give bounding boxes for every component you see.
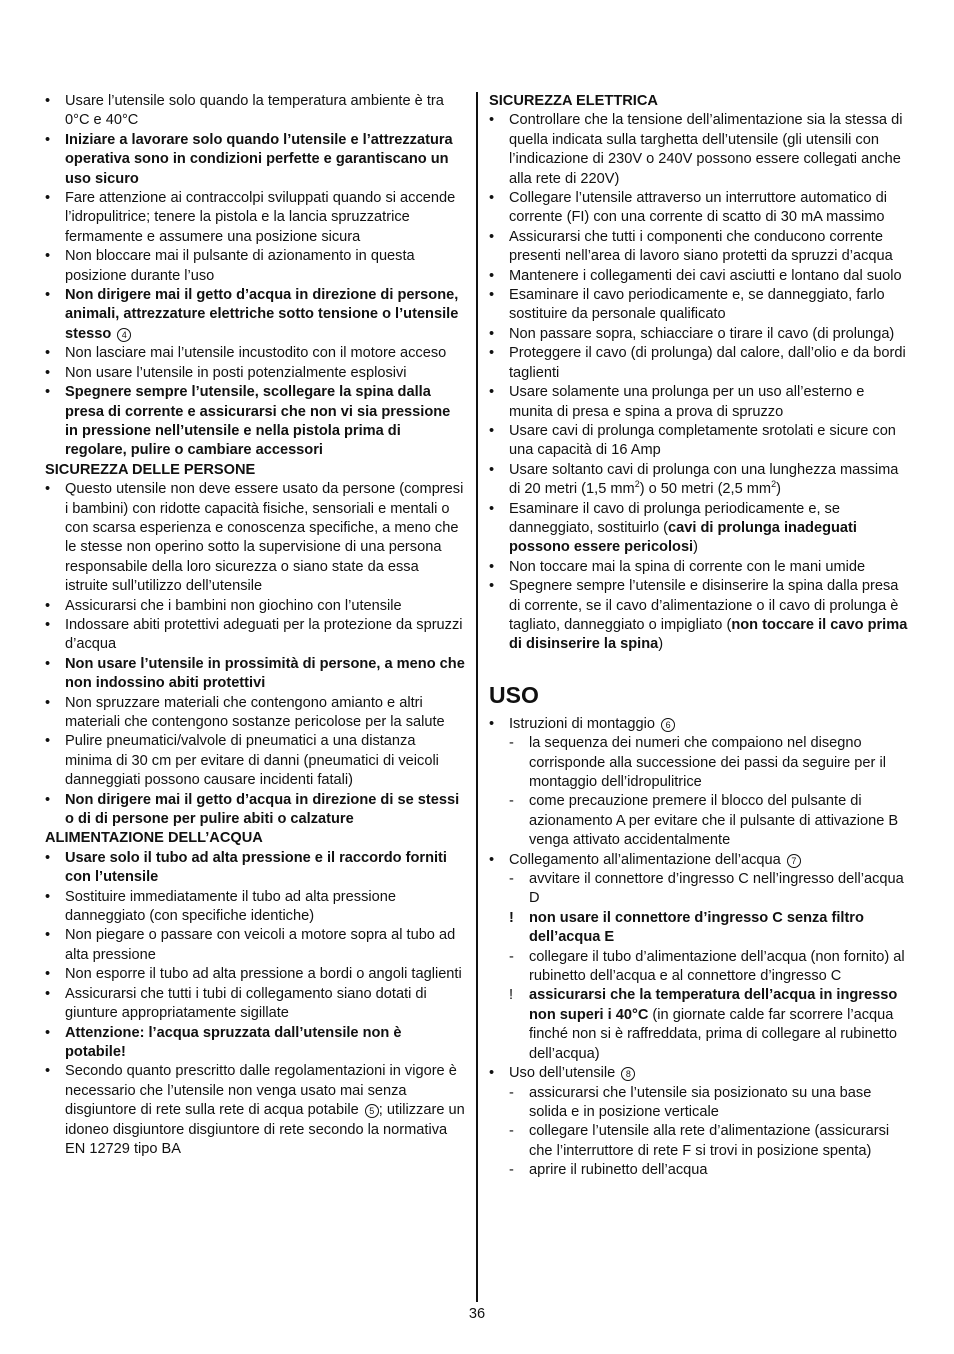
bullet-marker: • [45,597,51,614]
list-item [45,247,465,286]
item-text: Iniziare a lavorare solo quando l’utensile e l’attrezzatura operativa sono in condizioni perfette e garantiscano un uso sicuro [65,131,453,187]
list-item [45,791,465,830]
list-item [45,480,465,596]
list-item-text [65,617,463,652]
item-text: Non passare sopra, schiacciare o tirare il cavo (di prolunga) [509,325,895,342]
list-item [45,849,465,888]
list-item [489,286,909,325]
item-text: Mantenere i collegamenti dei cavi asciutti e lontano dal suolo [509,267,902,284]
item-text: Assicurarsi che tutti i componenti che conducono corrente presenti nell’area di lavoro siano protetti da spruzzi d’acqua [509,228,893,265]
list-item-text [509,501,857,556]
item-text: Istruzioni di montaggio [509,715,656,732]
figure-ref-icon: 4 [117,328,131,342]
item-text: Spegnere sempre l’utensile e disinserire la spina dalla presa di corrente, se il cavo d’alimentazione o il cavo di prolunga è tagliato, danneggiato o impigliato ( [509,578,899,633]
bullet-marker: • [489,287,495,304]
warning-item-text [529,987,897,1061]
list-item-text [65,384,450,458]
list-item [45,344,465,363]
list-item [45,694,465,733]
sub-item [489,792,909,850]
item-text: Non piegare o passare con veicoli a motore sopra al tubo ad alta pressione [65,927,456,963]
sub-item [489,870,909,909]
list-item [45,616,465,655]
bullet-marker: - [509,793,514,810]
sub-item-text [529,1123,889,1158]
item-text: Usare cavi di prolunga completamente srotolati e sicure con una capacità di 16 Amp [509,422,896,459]
item-text: Non esporre il tubo ad alta pressione a bordi o angoli taglienti [65,966,462,983]
bullet-marker: • [489,267,495,284]
bullet-marker: ! [509,909,514,926]
figure-ref-icon: 6 [661,718,675,732]
sub-item-text: collegare il tubo d’alimentazione dell’acqua (non fornito) al rubinetto dell’acqua e al connettore d’ingresso C [529,948,905,985]
bullet-marker: - [509,948,514,965]
figure-ref-icon: 5 [365,1104,379,1118]
list-item [45,597,465,616]
list-item [45,732,465,790]
item-text: Non dirigere mai il getto d’acqua in direzione di se stessi o di di persone per pulire abiti o calzature [65,791,460,828]
item-text: Indossare abiti protettivi adeguati per la protezione da spruzzi d’acqua [65,616,463,653]
bullet-marker: • [45,1024,51,1041]
bullet-marker: • [45,364,51,381]
list-item [45,131,465,189]
bullet-marker: • [45,93,51,109]
warning-text: non usare il connettore d’ingresso C senza filtro dell’acqua E [529,909,864,946]
item-text: Usare solamente una prolunga per un uso all’esterno e munita di presa e spina a prova di spruzzo [509,384,865,420]
sub-item-text: assicurarsi che l’utensile sia posizionato su una base solida e in posizione verticale [529,1084,872,1120]
item-text: Non bloccare mai il pulsante di azionamento in questa posizione durante l’uso [65,248,415,284]
list-item [489,111,909,189]
list-item-text [65,927,455,962]
bullet-marker: • [489,384,495,401]
bullet-marker: • [45,966,51,983]
bullet-marker: • [45,384,51,401]
list-item [489,1064,909,1083]
list-item-text [65,733,439,788]
list-item [45,888,465,927]
bullet-marker: • [45,694,51,711]
bullet-marker: • [489,345,495,362]
bullet-marker: • [45,131,51,148]
list-item-text [65,850,447,885]
list-item-text [65,695,445,730]
sub-item-text [529,1162,707,1178]
bullet-marker: • [45,287,51,304]
section-heading: SICUREZZA ELETTRICA [489,93,658,109]
item-text: ) o 50 metri (2,5 mm [639,481,772,498]
bullet-marker: • [489,422,495,439]
list-item [45,1024,465,1063]
list-item-text [509,1065,635,1081]
list-item-text [65,93,444,128]
list-item-text [65,190,455,245]
item-text: Pulire pneumatici/valvole di pneumatici a una distanza minima di 30 cm per evitare di danni (pneumatici di veicoli danneggiati possono causare incidenti fatali) [65,733,439,789]
item-text: Non usare l’utensile in posti potenzialmente esplosivi [65,364,407,381]
sub-item-text: avvitare il connettore d’ingresso C nell’ingresso dell’acqua D [529,871,904,907]
item-text: ) [658,636,664,653]
sub-item [489,1122,909,1161]
list-item-text [509,112,902,186]
list-item [489,577,909,655]
list-item [45,383,465,461]
bullet-marker: • [45,248,51,265]
bullet-marker: • [45,481,51,498]
bullet-marker: - [509,1162,514,1179]
list-item-text [509,716,675,732]
bullet-marker: • [45,791,51,808]
item-text: Non usare l’utensile in prossimità di persone, a meno che non indossino abiti protettivi [65,655,465,692]
item-text: ) [776,481,781,498]
bullet-marker: • [45,616,51,633]
list-item [489,267,909,286]
item-text: Collegare l’utensile attraverso un interruttore automatico di corrente (FI) con una corrente di scatto di 30 mA massimo [509,190,888,226]
list-item-text [509,326,894,342]
bullet-marker: • [489,228,495,245]
list-item-text [65,365,407,381]
item-text: Questo utensile non deve essere usato da persone (compresi i bambini) con ridotte capacità fisiche, sensoriali e mentali o con scarsa esperienza e conoscenza specifiche, a meno che le stesse non operino sotto la supervisione di una persona responsabile della loro sicurezza o siano state da essa istruite sull’utilizzo dell’utensile [65,481,464,595]
section-heading: ALIMENTAZIONE DELL’ACQUA [45,830,263,847]
item-text: ; utilizzare un idoneo disgiuntore disgiuntore di rete secondo la normativa EN 12729 tipo BA [65,1102,465,1157]
sub-item-text [529,949,905,984]
item-text: Non spruzzare materiali che contengono amianto e altri materiali che contengono sostanze pericolose per la salute [65,694,445,730]
bullet-marker: • [45,849,51,866]
sub-item-text [529,793,898,848]
figure-ref-icon: 8 [621,1067,635,1081]
list-item [489,383,909,422]
list-item [489,228,909,267]
list-item [489,461,909,500]
column-divider [476,92,478,1302]
item-text: Attenzione: l’acqua spruzzata dall’utensile non è potabile! [65,1024,402,1060]
sub-item [489,1161,909,1180]
list-item-text [65,598,402,614]
list-item [489,558,909,577]
warning-item [489,909,909,948]
sub-item-text: la sequenza dei numeri che compaiono nel disegno corrisponde alla successione dei passi da seguire per il montaggio dell’idropulitrice [529,735,886,790]
bullet-marker: • [489,190,495,207]
section-heading: SICUREZZA DELLE PERSONE [45,461,256,478]
item-text: Proteggere il cavo (di prolunga) dal calore, dall’olio e da bordi taglienti [509,345,906,381]
list-item [45,1062,465,1159]
list-item-text [509,423,896,458]
superscript: 2 [634,479,640,490]
bullet-marker: • [489,558,495,575]
bullet-marker: - [509,1084,514,1101]
list-item [45,965,465,984]
right-column [489,92,909,1181]
item-text: ) [693,539,698,556]
bullet-marker: - [509,735,514,752]
warning-item-text [529,910,864,945]
bullet-marker: • [489,851,495,868]
item-text: Fare attenzione ai contraccolpi sviluppati quando si accende l’idropulitrice; tenere la pistola e la lancia spruzzatrice fermamente e assumere una posizione sicura [65,190,456,245]
bullet-marker: - [509,871,514,888]
item-text-bold: cavi di prolunga inadeguati possono essere pericolosi [509,519,857,556]
list-item-text [65,1025,402,1060]
list-item [489,189,909,228]
item-text: Esaminare il cavo periodicamente e, se danneggiato, farlo sostituire da personale qualificato [509,287,885,323]
bullet-marker: • [489,325,495,342]
list-item-text [65,986,427,1021]
section-title-uso: USO [489,681,539,708]
list-item [489,500,909,558]
list-item [45,189,465,247]
list-item-text [65,132,453,187]
list-item [45,286,465,344]
list-item-text [509,287,885,322]
list-item-text [65,889,396,924]
list-item-text [509,345,906,380]
list-item [45,985,465,1024]
list-item-text [65,287,458,342]
sub-item-text: collegare l’utensile alla rete d’alimentazione (assicurarsi che l’interruttore di rete F si trovi in posizione spenta) [529,1123,890,1159]
bullet-marker: • [489,1065,495,1082]
item-text: Uso dell’utensile [509,1065,616,1082]
list-item-text [509,852,801,868]
warning-item [489,986,909,1064]
page-number: 36 [468,1306,486,1322]
bullet-marker: • [45,927,51,944]
list-item-text [509,268,902,284]
item-text: Non toccare mai la spina di corrente con le mani umide [509,558,866,575]
list-item-text [65,1063,465,1157]
item-text: Controllare che la tensione dell’alimentazione sia la stessa di quella indicata sulla targhetta dell’utensile (gli utensili con l’indicazione di 230V o 240V possono essere collegati anche alla rete di 220V) [509,112,903,187]
list-item-text [65,481,463,594]
superscript: 2 [771,479,777,490]
bullet-marker: - [509,1123,514,1140]
sub-item-text: come precauzione premere il blocco del pulsante di azionamento A per evitare che il pulsante di attivazione B venga attivato accidentalmente [529,793,899,849]
sub-item [489,734,909,792]
bullet-marker: • [489,461,495,478]
bullet-marker: • [45,655,51,672]
item-text: Assicurarsi che tutti i tubi di collegamento siano dotati di giunture appropriatamente sigillate [65,985,427,1022]
item-text: Assicurarsi che i bambini non giochino con l’utensile [65,597,402,614]
sub-item-text: aprire il rubinetto dell’acqua [529,1162,708,1179]
list-item-text [65,792,459,827]
bullet-marker: • [489,578,495,595]
bullet-marker: • [489,715,495,732]
list-item-text [65,966,462,982]
sub-item [489,948,909,987]
bullet-marker: • [45,888,51,905]
list-item [489,344,909,383]
bullet-marker: • [489,500,495,517]
item-text: Collegamento all’alimentazione dell’acqua [509,851,781,868]
bullet-marker: • [45,733,51,750]
warning-text: (in giornate calde far scorrere l’acqua finché non si è raffreddata, prima di collegare al rubinetto dell’acqua) [529,1006,898,1062]
item-text: Spegnere sempre l’utensile, scollegare la spina dalla presa di corrente e assicurarsi che non vi sia pressione in pressione nell’utensile e nella pistola prima di regolare, pulire o cambiare accessori [65,384,451,459]
list-item-text [509,462,898,497]
bullet-marker: • [45,190,51,207]
list-item [489,422,909,461]
item-text: Non lasciare mai l’utensile incustodito con il motore acceso [65,345,447,362]
item-text: Esaminare il cavo di prolunga periodicamente e, se danneggiato, sostituirlo ( [509,500,840,536]
figure-ref-icon: 7 [787,854,801,868]
bullet-marker: • [45,345,51,362]
item-text: Usare l’utensile solo quando la temperatura ambiente è tra 0°C e 40°C [65,93,444,129]
sub-item-text [529,871,904,906]
bullet-marker: • [489,112,495,129]
bullet-marker: ! [509,987,514,1004]
list-item-text [509,190,887,225]
item-text: Non dirigere mai il getto d’acqua in direzione di persone, animali, attrezzature elettriche sotto tensione o l’utensile stesso [65,287,459,342]
list-item [45,655,465,694]
sub-item [489,1084,909,1123]
list-item-text [509,578,907,652]
list-item [489,325,909,344]
item-text: Secondo quanto prescritto dalle regolamentazioni in vigore è necessario che l’utensile non venga usato mai senza disgiuntore di rete sulla rete di acqua potabile [65,1063,457,1119]
item-text-bold: non toccare il cavo prima di disinserire la spina [509,616,908,653]
item-text: Sostituire immediatamente il tubo ad alta pressione danneggiato (con specifiche identiche) [65,888,396,925]
warning-text: assicurarsi che la temperatura dell’acqua in ingresso non superi i 40°C [529,987,898,1023]
list-item-text [509,559,865,575]
sub-item-text [529,1085,871,1120]
list-item-text [65,656,465,691]
item-text: Usare solo il tubo ad alta pressione e il raccordo forniti con l’utensile [65,849,447,886]
list-item [45,926,465,965]
left-column [45,92,465,1159]
list-item-text [65,345,446,361]
list-item-text [509,229,893,264]
list-item [45,364,465,383]
list-item-text [65,248,415,283]
list-item-text [509,384,864,419]
bullet-marker: • [45,1063,51,1080]
list-item [45,92,465,131]
list-item [489,715,909,734]
bullet-marker: • [45,985,51,1002]
list-item [489,851,909,870]
sub-item-text [529,735,886,790]
item-text: Usare soltanto cavi di prolunga con una lunghezza massima di 20 metri (1,5 mm [509,461,899,498]
